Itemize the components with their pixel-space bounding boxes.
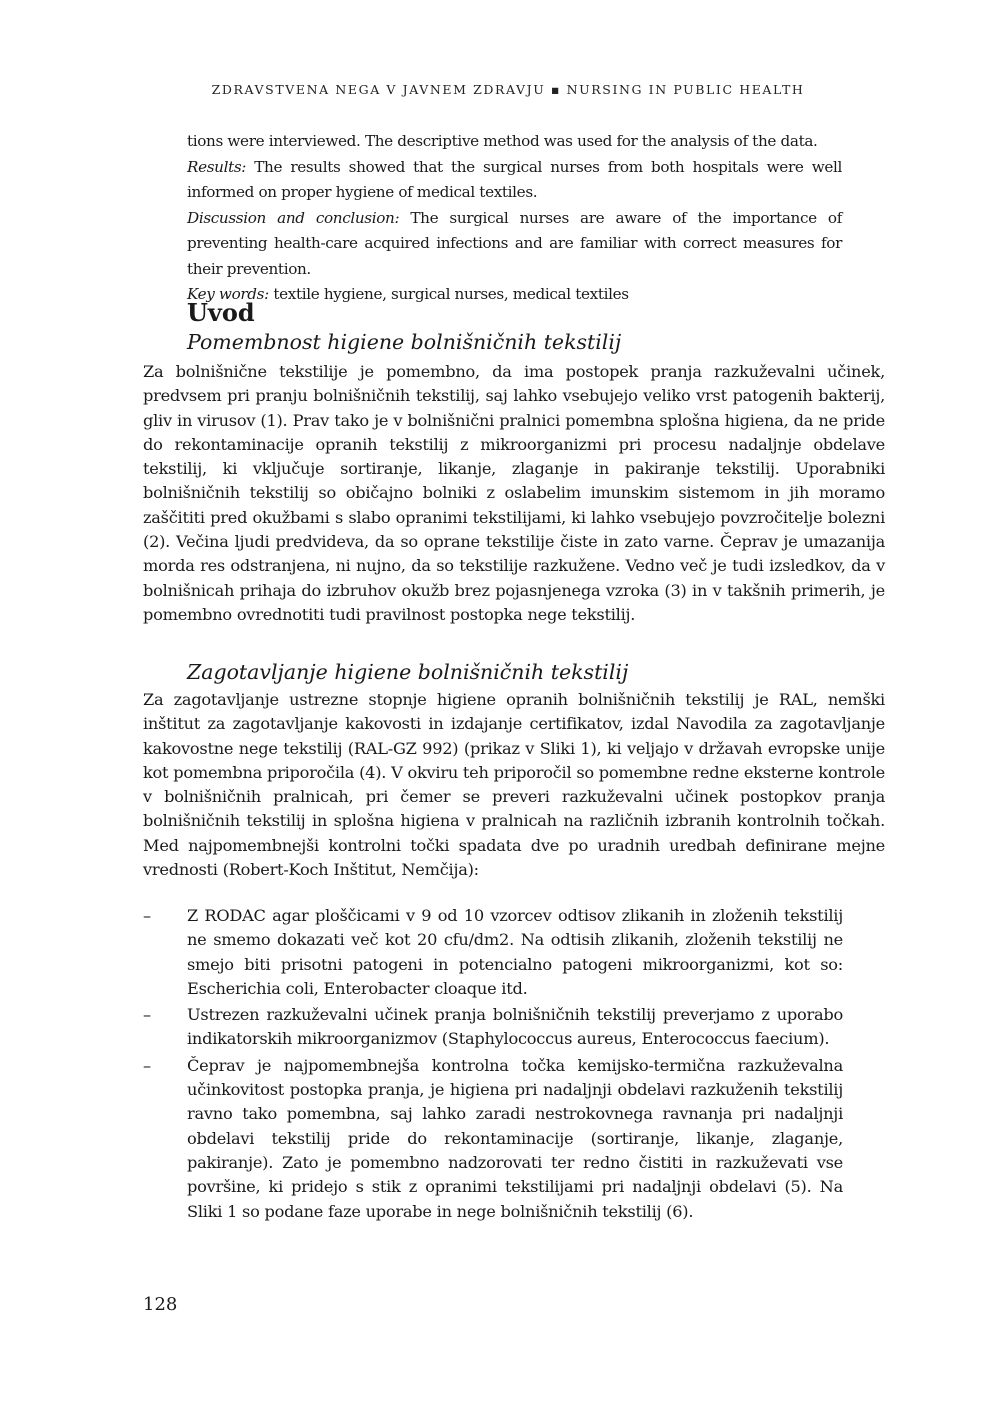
paragraph-assurance: Za zagotavljanje ustrezne stopnje higiene opranih bolnišničnih tekstilij je RAL, nemški inštitut za zagotavljanje kakovosti in izdajanje certifikatov, izdal Navodila za zagotavljanje kakovostne nege tekstilij (RAL-GZ 992) (prikaz v Sliki 1), ki veljajo v državah evropske unije kot pomembna priporočila (4). V okviru teh priporočil so pomembne redne eksterne kontrole v bolnišničnih pralnicah, pri čemer se preveri razkuževalni učinek postopkov pranja bolnišničnih tekstilij in splošna higiena v pralnicah na različnih izbranih kontrolnih točkah. Med najpomembnejši kontrolni točki spadata dve po uradnih uredbah definirane mejne vrednosti (Robert-Koch Inštitut, Nemčija): [143, 690, 885, 880]
list-item-text: Z RODAC agar ploščicami v 9 od 10 vzorcev odtisov zlikanih in zloženih tekstilij ne smemo dokazati več kot 20 cfu/dm2. Na odtisih zlikanih, zloženih tekstilij ne smejo biti prisotni patogeni in potencialno patogeni mikroorganizmi, kot so: Escherichia coli, Enterobacter cloaque itd. [187, 906, 843, 998]
abstract-method-text: tions were interviewed. The descriptive method was used for the analysis of the data. [187, 132, 818, 150]
paragraph-importance: Za bolnišnične tekstilije je pomembno, da ima postopek pranja razkuževalni učinek, predvsem pri pranju bolnišničnih tekstilij, saj lahko vsebujejo veliko vrst patogenih bakterij, gliv in virusov (1). Prav tako je v bolnišnični pralnici pomembna splošna higiena, da ne pride do rekontaminacije opranih tekstilij z mikroorganizmi pri procesu nadaljnje obdelave tekstilij, ki vključuje sortiranje, likanje, zlaganje in pakiranje tekstilij. Uporabniki bolnišničnih tekstilij so običajno bolniki z oslabelim imunskim sistemom in jih moramo zaščititi pred okužbami s slabo opranimi tekstilijami, ki lahko vsebujejo povzročitelje bolezni (2). Večina ljudi predvideva, da so oprane tekstilije čiste in zato varne. Čeprav je umazanija morda res odstranjena, ni nujno, da so tekstilije razkužene. Vedno več je tudi izsledkov, da v bolnišnicah prihaja do izbruhov okužb brez pojasnjenega vzroka (3) in v takšnih primerih, je pomembno ovrednotiti tudi pravilnost postopka nege tekstilij. [143, 362, 885, 624]
discussion-text: The surgical nurses are aware of the importance of preventing health-care acquired infections and are familiar with correct measures for their prevention. [187, 208, 842, 278]
control-points-list [143, 904, 843, 1226]
list-item [143, 1003, 843, 1052]
results-text: The results showed that the surgical nurses from both hospitals were well informed on proper hygiene of medical textiles. [187, 157, 842, 201]
list-dash: – [143, 1055, 151, 1075]
list-item-text: Ustrezen razkuževalni učinek pranja bolnišničnih tekstilij preverjamo z uporabo indikatorskih mikroorganizmov (Staphylococcus aureus, Enterococcus faecium). [187, 1005, 843, 1049]
abstract-results [187, 155, 842, 206]
subsection-heading-importance: Pomembnost higiene bolnišničnih tekstilij [187, 330, 622, 354]
keywords-label: Key words: [187, 285, 269, 303]
subsection-heading-assurance: Zagotavljanje higiene bolnišničnih tekstilij [187, 660, 629, 684]
list-dash: – [143, 1005, 151, 1025]
discussion-label: Discussion and conclusion: [187, 208, 400, 227]
abstract-discussion [187, 206, 842, 283]
list-item [143, 1054, 843, 1224]
section-heading: Uvod [187, 298, 255, 327]
abstract-keywords [187, 282, 842, 308]
results-label: Results: [187, 157, 247, 176]
keywords-text: textile hygiene, surgical nurses, medical textiles [268, 285, 629, 303]
list-item [143, 904, 843, 1001]
abstract-block [187, 129, 842, 308]
page-number: 128 [143, 1294, 178, 1315]
list-dash: – [143, 906, 151, 925]
running-header: ZDRAVSTVENA NEGA V JAVNEM ZDRAVJU ▪ NURSING IN PUBLIC HEALTH [211, 82, 805, 97]
list-item-text: Čeprav je najpomembnejša kontrolna točka kemijsko-termična razkuževalna učinkovitost postopka pranja, je higiena pri nadaljnji obdelavi razkuženih tekstilij ravno tako pomembna, saj lahko zaradi nestrokovnega ravnanja pri nadaljnji obdelavi tekstilij pride do rekontaminacije (sortiranje, likanje, zlaganje, pakiranje). Zato je pomembno nadzorovati ter redno čistiti in razkuževati vse površine, ki pridejo s stik z opranimi tekstilijami pri nadaljnji obdelavi (5). Na Sliki 1 so podane faze uporabe in nege bolnišničnih tekstilij (6). [187, 1055, 843, 1221]
